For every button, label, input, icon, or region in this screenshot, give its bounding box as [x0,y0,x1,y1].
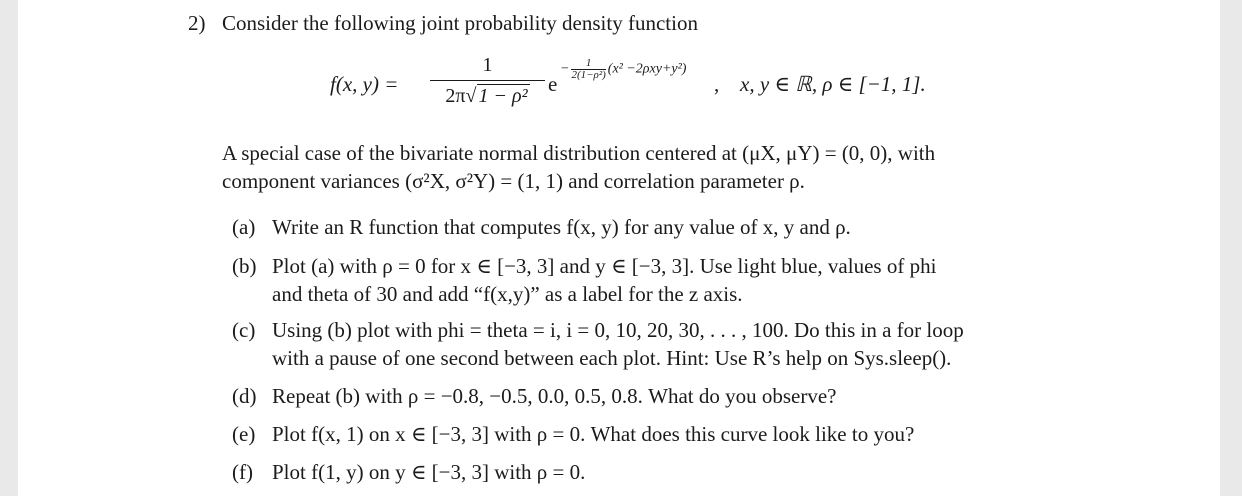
item-c-line-1: Using (b) plot with phi = theta = i, i = 0, 10, 20, 30, . . . , 100. Do this in a for loop [272,318,964,342]
formula-numerator: 1 [482,54,493,76]
formula-fraction [430,54,545,109]
item-b-label: (b) [232,254,257,278]
sqrt-symbol: √ [465,85,477,108]
item-a-label: (a) [232,215,256,239]
item-f-label: (f) [232,460,253,484]
exponent-frac-num: 1 [585,57,592,69]
exponent-frac-den: 2(1−ρ²) [571,69,606,81]
question-title: Consider the following joint probability density function [222,11,698,35]
formula-denominator [430,83,545,109]
item-b-line-1: Plot (a) with ρ = 0 for x ∈ [−3, 3] and y ∈ [−3, 3]. Use light blue, values of phi [272,254,937,278]
item-d-line-1: Repeat (b) with ρ = −0.8, −0.5, 0.0, 0.5, 0.8. What do you observe? [272,384,837,408]
exponent [560,58,686,81]
item-c-line-2: with a pause of one second between each plot. Hint: Use R’s help on Sys.sleep(). [272,346,952,370]
denominator-radicand: 1 − ρ² [478,85,528,108]
formula-domain: x, y ∈ ℝ, ρ ∈ [−1, 1]. [740,72,926,96]
paragraph-line-2: component variances (σ²X, σ²Y) = (1, 1) and correlation parameter ρ. [222,169,805,193]
question-number: 2) [188,11,206,35]
fraction-bar [430,80,545,81]
item-e-line-1: Plot f(x, 1) on x ∈ [−3, 3] with ρ = 0. What does this curve look like to you? [272,422,915,446]
exponent-sign: − [560,61,570,77]
item-a-line-1: Write an R function that computes f(x, y) for any value of x, y and ρ. [272,215,851,239]
denominator-prefix: 2π [445,85,466,108]
item-b-line-2: and theta of 30 and add “f(x,y)” as a label for the z axis. [272,282,743,306]
exponent-fraction [571,58,605,81]
item-e-label: (e) [232,422,256,446]
item-f-line-1: Plot f(1, y) on y ∈ [−3, 3] with ρ = 0. [272,460,586,484]
exponent-rest: (x² −2ρxy+y²) [607,61,687,77]
sqrt-group [477,83,530,109]
pdf-formula [330,50,1030,120]
item-d-label: (d) [232,384,257,408]
exponential-base: e [548,72,558,96]
formula-comma: , [714,72,720,96]
item-c-label: (c) [232,318,256,342]
formula-lhs: f(x, y) = [330,72,399,96]
paragraph-line-1: A special case of the bivariate normal distribution centered at (μX, μY) = (0, 0), with [222,141,936,165]
